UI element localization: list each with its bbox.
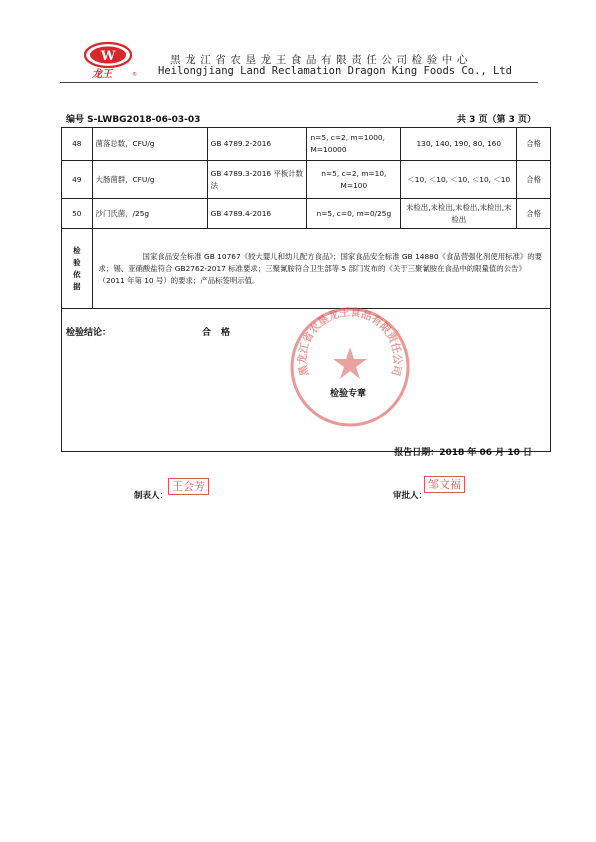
test-result: ＜10, ＜10, ＜10, ＜10, ＜10 (401, 161, 517, 199)
page-info: 共 3 页（第 3 页） (456, 115, 536, 125)
inspection-seal (288, 305, 412, 429)
table-row (62, 128, 551, 161)
basis-text: 国家食品安全标准 GB 10767《较大婴儿和幼儿配方食品》；国家食品安全标准 GB 14880《食品营强化剂使用标准》的要求；锡、亚硝酸盐符合 GB2762-2017 标准要求；三聚氰胺符合卫生部等 5 部门发布的《关于三聚氰胺在食品中的限量值的公告》（2011 年第 10 号）的要求；产品标签明示值。 (92, 229, 550, 309)
company-name-cn: 黑龙江省农垦龙王食品有限责任公司检验中心 (170, 54, 472, 66)
test-result: 未检出,未检出,未检出,未检出,未检出 (401, 199, 517, 229)
svg-text:W: W (100, 49, 116, 64)
seal-center-text: 检验专章 (330, 389, 367, 399)
report-date: 报告日期：2018 年 06 月 10 日 (394, 448, 532, 458)
prepared-by-label: 制表人： (134, 491, 169, 501)
basis-label-char: 依 (73, 269, 81, 279)
company-logo (68, 41, 148, 81)
standard-limit: n=5, c=0, m=0/25g (307, 199, 401, 229)
logo-text: 龙王 (92, 69, 112, 80)
approved-by-label: 审批人： (393, 491, 428, 501)
test-standard: GB 4789.2-2016 (207, 128, 307, 161)
approved-by-stamp: 邹文福 (424, 476, 465, 493)
test-standard: GB 4789.3-2016 平板计数法 (207, 161, 307, 199)
table-row (62, 161, 551, 199)
test-item: 菌落总数，CFU/g (92, 128, 207, 161)
basis-label (62, 229, 93, 309)
test-standard: GB 4789.4-2016 (207, 199, 307, 229)
report-number: 编号 S-LWBG2018-06-03-03 (66, 115, 201, 125)
svg-text:®: ® (132, 72, 137, 78)
conclusion-label: 检验结论： (66, 328, 112, 338)
item-conclusion: 合格 (517, 128, 551, 161)
item-number: 50 (62, 199, 93, 229)
prepared-by-stamp: 王会芳 (168, 478, 209, 495)
item-conclusion: 合格 (517, 161, 551, 199)
basis-label-char: 验 (73, 257, 81, 267)
item-number: 49 (62, 161, 93, 199)
seal-ring-text: 黑龙江省农垦龙王食品有限责任公司 (296, 306, 404, 377)
test-result: 130, 140, 190, 80, 160 (401, 128, 517, 161)
standard-limit: n=5, c=2, m=1000, M=10000 (307, 128, 401, 161)
header-divider (60, 82, 538, 83)
conclusion-value: 合格 (202, 328, 241, 338)
basis-label-char: 检 (73, 245, 81, 255)
company-name-en: Heilongjiang Land Reclamation Dragon King Foods Co., Ltd (158, 65, 513, 77)
table-row (62, 199, 551, 229)
test-item: 沙门氏菌，/25g (92, 199, 207, 229)
item-conclusion: 合格 (517, 199, 551, 229)
test-item: 大肠菌群，CFU/g (92, 161, 207, 199)
standard-limit: n=5, c=2, m=10, M=100 (307, 161, 401, 199)
basis-label-char: 据 (73, 281, 81, 291)
item-number: 48 (62, 128, 93, 161)
basis-row (62, 229, 551, 309)
